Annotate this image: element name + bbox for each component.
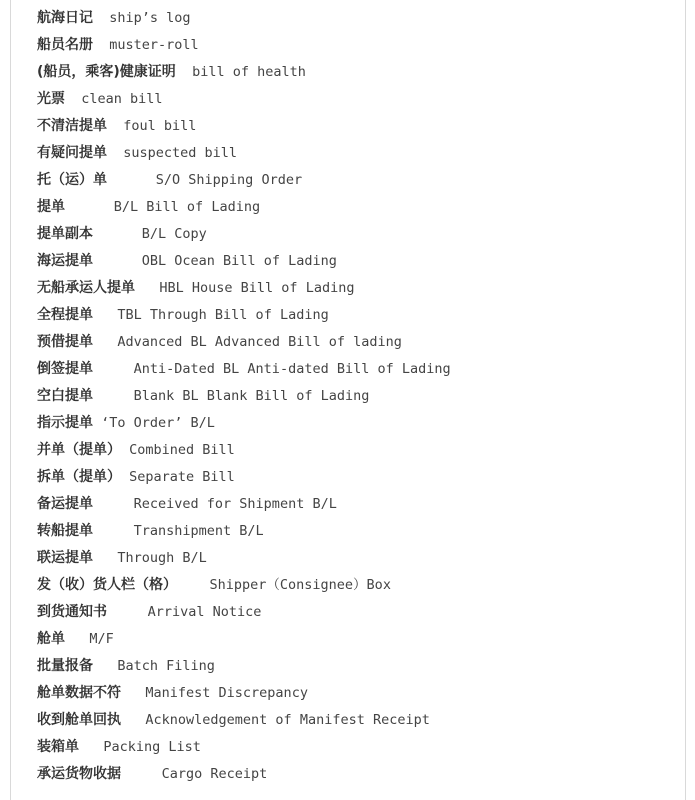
english-term: TBL Through Bill of Lading [117, 307, 329, 323]
term-spacer [93, 388, 134, 404]
chinese-term: 不清洁提单 [37, 118, 107, 134]
term-spacer [93, 334, 117, 350]
chinese-term: 发（收）货人栏（格） [37, 577, 177, 593]
english-term: HBL House Bill of Lading [159, 280, 355, 296]
english-term: Packing List [103, 739, 201, 755]
english-term: Acknowledgement of Manifest Receipt [145, 712, 430, 728]
english-term: Shipper（Consignee）Box [209, 577, 391, 593]
chinese-term: (船员，乘客)健康证明 [37, 64, 176, 80]
chinese-term: 预借提单 [37, 334, 93, 350]
glossary-entry [37, 598, 451, 625]
chinese-term: 舱单 [37, 631, 65, 647]
english-term: muster-roll [109, 37, 199, 53]
term-spacer [121, 442, 129, 458]
english-term: ship’s log [109, 10, 191, 26]
glossary-entry [37, 274, 451, 301]
term-spacer [107, 118, 123, 134]
chinese-term: 无船承运人提单 [37, 280, 135, 296]
term-spacer [65, 631, 89, 647]
term-spacer [121, 766, 162, 782]
glossary-entry [37, 517, 451, 544]
content-panel [10, 0, 686, 800]
term-spacer [93, 496, 134, 512]
english-term: B/L Copy [141, 226, 207, 242]
english-term: Separate Bill [129, 469, 235, 485]
english-term: Cargo Receipt [161, 766, 268, 782]
chinese-term: 航海日记 [37, 10, 93, 26]
chinese-term: 有疑问提单 [37, 145, 107, 161]
glossary-entry [37, 706, 451, 733]
term-spacer [121, 685, 145, 701]
chinese-term: 到货通知书 [37, 604, 107, 620]
english-term: B/L Bill of Lading [113, 199, 261, 215]
chinese-term: 备运提单 [37, 496, 93, 512]
english-term: Combined Bill [129, 442, 235, 458]
glossary-entry [37, 4, 451, 31]
english-term: S/O Shipping Order [155, 172, 303, 188]
term-spacer [177, 577, 210, 593]
term-spacer [121, 712, 145, 728]
term-spacer [107, 145, 123, 161]
english-term: Blank BL Blank Bill of Lading [133, 388, 370, 404]
chinese-term: 光票 [37, 91, 65, 107]
chinese-term: 并单（提单） [37, 442, 121, 458]
glossary-entry [37, 301, 451, 328]
term-spacer [107, 604, 148, 620]
glossary-entry [37, 544, 451, 571]
english-term: Advanced BL Advanced Bill of lading [117, 334, 402, 350]
term-spacer [93, 415, 101, 431]
chinese-term: 转船提单 [37, 523, 93, 539]
chinese-term: 倒签提单 [37, 361, 93, 377]
chinese-term: 提单副本 [37, 226, 93, 242]
term-spacer [93, 523, 134, 539]
term-spacer [65, 199, 114, 215]
english-term: Batch Filing [117, 658, 215, 674]
term-spacer [93, 361, 134, 377]
chinese-term: 空白提单 [37, 388, 93, 404]
english-term: Anti-Dated BL Anti-dated Bill of Lading [133, 361, 451, 377]
english-term: Transhipment B/L [133, 523, 264, 539]
glossary-entry [37, 490, 451, 517]
chinese-term: 拆单（提单） [37, 469, 121, 485]
term-spacer [107, 172, 156, 188]
chinese-term: 海运提单 [37, 253, 93, 269]
chinese-term: 全程提单 [37, 307, 93, 323]
glossary-entry [37, 166, 451, 193]
chinese-term: 承运货物收据 [37, 766, 121, 782]
chinese-term: 装箱单 [37, 739, 79, 755]
term-spacer [121, 469, 129, 485]
english-term: Arrival Notice [147, 604, 262, 620]
glossary-entry [37, 247, 451, 274]
glossary-entry [37, 760, 451, 787]
term-spacer [93, 10, 109, 26]
glossary-entry [37, 355, 451, 382]
chinese-term: 托（运）单 [37, 172, 107, 188]
chinese-term: 批量报备 [37, 658, 93, 674]
glossary-entry [37, 193, 451, 220]
chinese-term: 收到舱单回执 [37, 712, 121, 728]
glossary-entry [37, 382, 451, 409]
chinese-term: 舱单数据不符 [37, 685, 121, 701]
english-term: OBL Ocean Bill of Lading [141, 253, 337, 269]
term-spacer [65, 91, 81, 107]
chinese-term: 船员名册 [37, 37, 93, 53]
glossary-entry [37, 112, 451, 139]
glossary-entry [37, 679, 451, 706]
glossary-entry [37, 139, 451, 166]
chinese-term: 指示提单 [37, 415, 93, 431]
glossary-list [37, 4, 451, 787]
glossary-entry [37, 571, 451, 598]
term-spacer [135, 280, 159, 296]
english-term: foul bill [123, 118, 197, 134]
glossary-entry [37, 328, 451, 355]
english-term: Received for Shipment B/L [133, 496, 337, 512]
english-term: ‘To Order’ B/L [101, 415, 215, 431]
glossary-entry [37, 463, 451, 490]
term-spacer [79, 739, 103, 755]
glossary-entry [37, 220, 451, 247]
term-spacer [93, 658, 117, 674]
term-spacer [93, 307, 117, 323]
term-spacer [93, 37, 109, 53]
term-spacer [93, 253, 142, 269]
glossary-entry [37, 625, 451, 652]
glossary-entry [37, 58, 451, 85]
english-term: bill of health [192, 64, 306, 80]
english-term: Through B/L [117, 550, 207, 566]
glossary-entry [37, 31, 451, 58]
chinese-term: 联运提单 [37, 550, 93, 566]
english-term: Manifest Discrepancy [145, 685, 308, 701]
term-spacer [93, 550, 117, 566]
glossary-entry [37, 733, 451, 760]
english-term: clean bill [81, 91, 163, 107]
glossary-entry [37, 652, 451, 679]
term-spacer [93, 226, 142, 242]
glossary-entry [37, 85, 451, 112]
english-term: M/F [89, 631, 114, 647]
term-spacer [176, 64, 192, 80]
english-term: suspected bill [123, 145, 238, 161]
chinese-term: 提单 [37, 199, 65, 215]
glossary-entry [37, 409, 451, 436]
glossary-entry [37, 436, 451, 463]
